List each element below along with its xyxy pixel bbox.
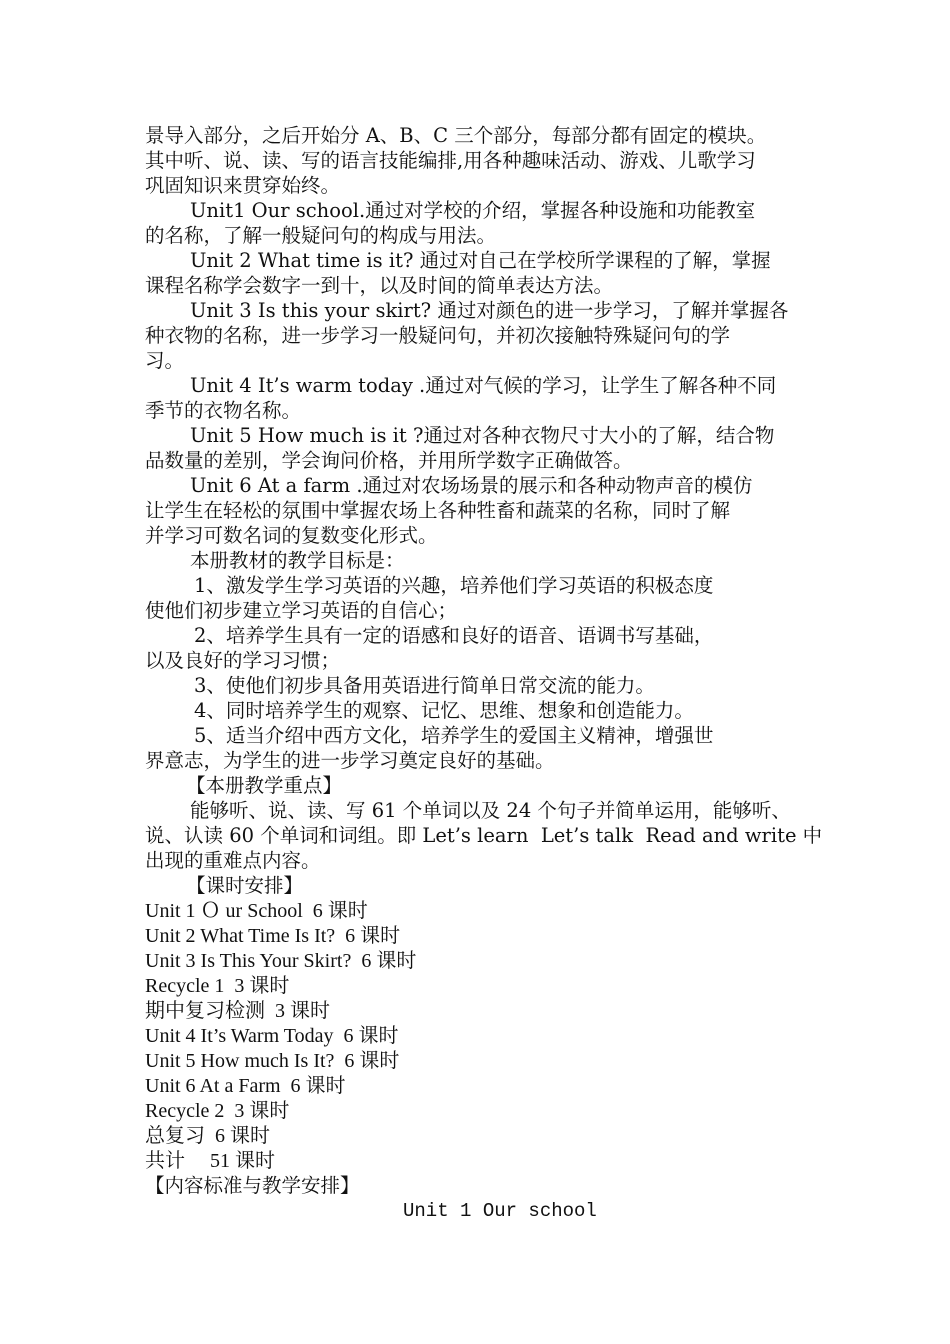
schedule-heading: 【课时安排】 <box>186 874 304 897</box>
intro-line-3: 巩固知识来贯穿始终。 <box>145 174 341 197</box>
schedule-total: 共计 51 课时 <box>145 1150 275 1172</box>
unit2-summary-line-1: Unit 2 What time is it? 通过对自己在学校所学课程的了解，掌握 <box>190 249 771 272</box>
goals-intro: 本册教材的教学目标是： <box>190 549 405 572</box>
schedule-item: Unit 5 How much Is It? 6 课时 <box>145 1050 400 1072</box>
schedule-item: 总复习 6 课时 <box>145 1125 270 1147</box>
unit3-summary-line-1: Unit 3 Is this your skirt? 通过对颜色的进一步学习，了解并掌握各 <box>190 299 789 322</box>
unit6-summary-line-3: 并学习可数名词的复数变化形式。 <box>145 524 438 547</box>
unit6-summary-line-1: Unit 6 At a farm .通过对农场场景的展示和各种动物声音的模仿 <box>190 474 753 497</box>
unit3-summary-line-3: 习。 <box>145 349 185 372</box>
schedule-item: Unit 4 It’s Warm Today 6 课时 <box>145 1025 399 1047</box>
unit5-summary-line-1: Unit 5 How much is it ?通过对各种衣物尺寸大小的了解，结合物 <box>190 424 775 447</box>
unit2-summary-line-2: 课程名称学会数字一到十，以及时间的简单表达方法。 <box>145 274 614 297</box>
schedule-item: Unit 2 What Time Is It? 6 课时 <box>145 925 401 947</box>
key-points-line-2: 说、认读 60 个单词和词组。即 Let’s learn Let’s talk Read and write 中 <box>145 824 823 847</box>
schedule-item: Recycle 1 3 课时 <box>145 975 290 997</box>
unit3-summary-line-2: 种衣物的名称，进一步学习一般疑问句，并初次接触特殊疑问句的学 <box>145 324 731 347</box>
unit-heading: Unit 1 Our school <box>403 1200 597 1222</box>
key-points-heading: 【本册教学重点】 <box>186 774 343 797</box>
unit5-summary-line-2: 品数量的差别，学会询问价格，并用所学数字正确做答。 <box>145 449 633 472</box>
key-points-line-1: 能够听、说、读、写 61 个单词以及 24 个句子并简单运用，能够听、 <box>190 799 791 822</box>
section-heading: 【内容标准与教学安排】 <box>145 1174 360 1197</box>
unit1-summary-line-2: 的名称，了解一般疑问句的构成与用法。 <box>145 224 497 247</box>
goal-4: 4、同时培养学生的观察、记忆、思维、想象和创造能力。 <box>194 699 694 722</box>
goal-5-line-1: 5、适当介绍中西方文化，培养学生的爱国主义精神，增强世 <box>194 724 714 747</box>
intro-line-2: 其中听、说、读、写的语言技能编排,用各种趣味活动、游戏、儿歌学习 <box>145 149 756 172</box>
schedule-item: Recycle 2 3 课时 <box>145 1100 290 1122</box>
goal-1-line-2: 使他们初步建立学习英语的自信心； <box>145 599 458 622</box>
goal-2-line-1: 2、培养学生具有一定的语感和良好的语音、语调书写基础， <box>194 624 714 647</box>
unit4-summary-line-1: Unit 4 It’s warm today .通过对气候的学习，让学生了解各种不同 <box>190 374 777 397</box>
unit4-summary-line-2: 季节的衣物名称。 <box>145 399 302 422</box>
schedule-item: Unit 6 At a Farm 6 课时 <box>145 1075 346 1097</box>
schedule-item: Unit 1 Ｏ ur School 6 课时 <box>145 900 368 922</box>
schedule-item: 期中复习检测 3 课时 <box>145 1000 330 1022</box>
unit1-summary-line-1: Unit1 Our school.通过对学校的介绍，掌握各种设施和功能教室 <box>190 199 756 222</box>
goal-2-line-2: 以及良好的学习习惯； <box>145 649 341 672</box>
intro-line-1: 景导入部分，之后开始分 A、B、C 三个部分，每部分都有固定的模块。 <box>145 124 767 147</box>
goal-3: 3、使他们初步具备用英语进行简单日常交流的能力。 <box>194 674 655 697</box>
schedule-item: Unit 3 Is This Your Skirt? 6 课时 <box>145 950 417 972</box>
goal-5-line-2: 界意志，为学生的进一步学习奠定良好的基础。 <box>145 749 555 772</box>
unit6-summary-line-2: 让学生在轻松的氛围中掌握农场上各种牲畜和蔬菜的名称，同时了解 <box>145 499 731 522</box>
goal-1-line-1: 1、激发学生学习英语的兴趣，培养他们学习英语的积极态度 <box>194 574 714 597</box>
key-points-line-3: 出现的重难点内容。 <box>145 849 321 872</box>
